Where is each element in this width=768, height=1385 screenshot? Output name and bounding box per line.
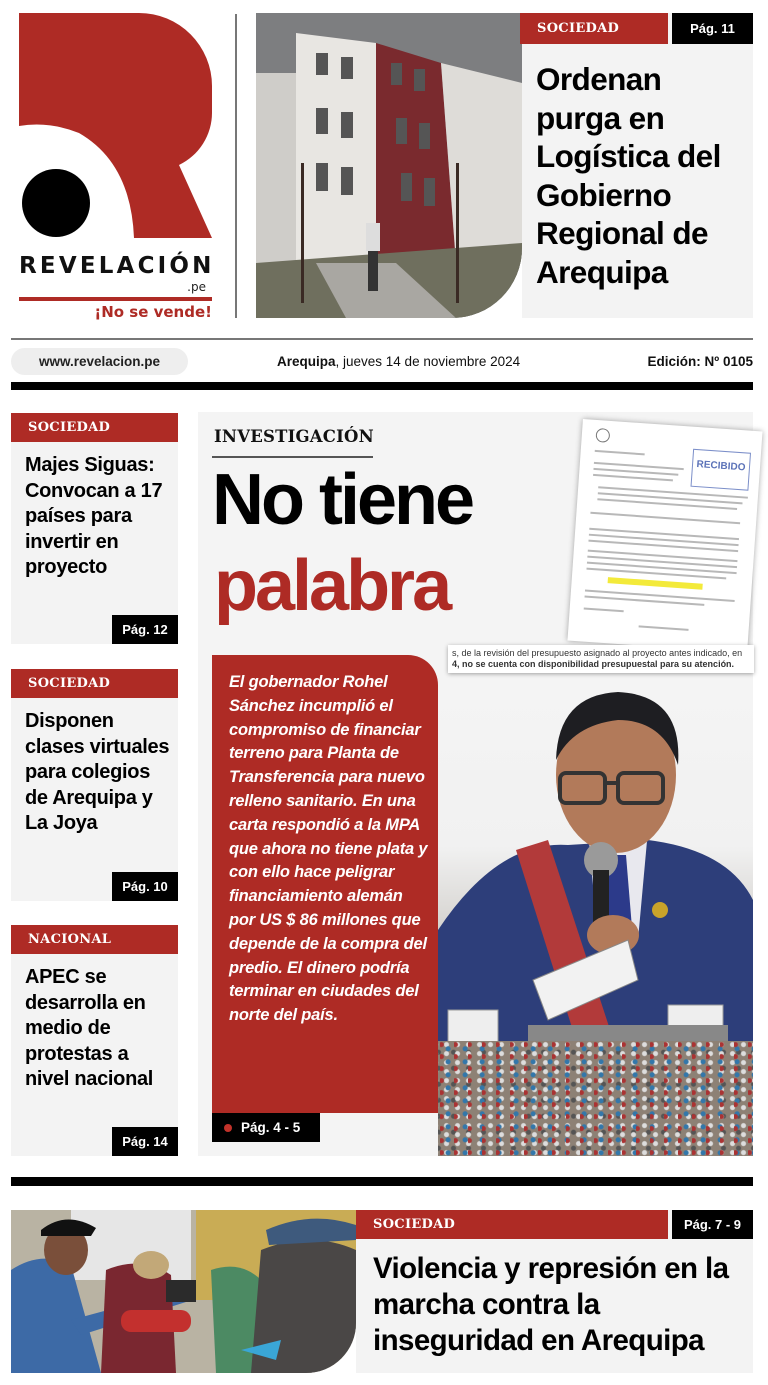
main-story-page-ref[interactable] xyxy=(212,1113,320,1142)
card-headline[interactable]: APEC se desarrolla en medio de protestas a nivel nacional xyxy=(25,966,154,1090)
sidebar-story-card[interactable] xyxy=(11,669,178,901)
masthead-divider xyxy=(235,14,237,318)
bottom-story-headline[interactable]: Violencia y represión en la marcha contra la inseguridad en Arequipa xyxy=(373,1252,729,1357)
main-headline-line2[interactable]: palabra xyxy=(214,546,450,626)
logo-divider xyxy=(19,297,212,301)
brand-domain-suffix: .pe xyxy=(187,280,206,294)
main-story-summary: El gobernador Rohel Sánchez incumplió el compromiso de financiar terreno para Planta de Transferencia para nuevo relleno sanitario. En una carta respondió a la MPA que ahora no tiene plata y con ello hace peligrar financiamiento alemán por US $ 86 millones que depende de la compra del predio. El dinero podría terminar en ciudades del norte del país. xyxy=(212,655,438,1113)
main-story-kicker: INVESTIGACIÓN xyxy=(214,427,374,446)
main-story-page-label: Pág. 4 - 5 xyxy=(241,1120,301,1135)
edition-number: Edición: Nº 0105 xyxy=(647,354,753,369)
quote-line-2: 4, no se cuenta con disponibilidad presupuestal para su atención. xyxy=(452,659,735,669)
section-divider xyxy=(11,382,753,390)
bullet-dot-icon xyxy=(224,1124,232,1132)
brand-logo[interactable] xyxy=(19,13,215,323)
card-headline[interactable]: Disponen clases virtuales para colegios de Arequipa y La Joya xyxy=(25,710,170,834)
card-page-ref[interactable]: Pág. 10 xyxy=(112,872,178,901)
website-link[interactable]: www.revelacion.pe xyxy=(11,348,188,375)
logo-r-mark-icon xyxy=(19,13,212,253)
bottom-story-photo[interactable] xyxy=(11,1210,356,1373)
card-section-tag: SOCIEDAD xyxy=(11,413,178,442)
card-page-ref[interactable]: Pág. 12 xyxy=(112,615,178,644)
sidebar-story-card[interactable] xyxy=(11,925,178,1156)
header-divider xyxy=(11,338,753,340)
bottom-story-page-ref[interactable]: Pág. 7 - 9 xyxy=(672,1210,753,1239)
dateline-date: , jueves 14 de noviembre 2024 xyxy=(335,354,521,369)
brand-name: REVELACIÓN xyxy=(19,253,215,279)
dateline-city: Arequipa xyxy=(277,354,336,369)
card-page-ref[interactable]: Pág. 14 xyxy=(112,1127,178,1156)
top-story-page-ref[interactable]: Pág. 11 xyxy=(672,13,753,44)
building-image-icon xyxy=(256,13,522,318)
card-section-tag: NACIONAL xyxy=(11,925,178,954)
received-stamp: RECIBIDO xyxy=(691,449,752,491)
official-seal-icon xyxy=(595,428,610,443)
document-quote-excerpt xyxy=(448,645,754,673)
dateline xyxy=(277,354,520,369)
sidebar-story-card[interactable] xyxy=(11,413,178,644)
main-story-photo[interactable] xyxy=(438,680,753,1156)
quote-line-1: s, de la revisión del presupuesto asignado al proyecto antes indicado, en xyxy=(452,648,743,658)
protest-crowd-image-icon xyxy=(11,1210,356,1373)
top-story-photo[interactable] xyxy=(256,13,522,318)
bottom-story-section-tag[interactable]: SOCIEDAD xyxy=(356,1210,668,1239)
card-section-tag: SOCIEDAD xyxy=(11,669,178,698)
highlighted-text xyxy=(608,577,703,590)
card-headline[interactable]: Majes Siguas: Convocan a 17 países para invertir en proyecto xyxy=(25,454,163,578)
main-headline-line1[interactable]: No tiene xyxy=(212,460,473,540)
top-story-headline[interactable]: Ordenan purga en Logística del Gobierno Regional de Arequipa xyxy=(536,61,721,290)
garbage-landfill-texture xyxy=(438,1041,753,1156)
section-divider xyxy=(11,1177,753,1186)
document-scan[interactable] xyxy=(567,419,762,653)
top-story-section-tag[interactable]: SOCIEDAD xyxy=(520,13,668,44)
brand-slogan: ¡No se vende! xyxy=(94,303,212,321)
